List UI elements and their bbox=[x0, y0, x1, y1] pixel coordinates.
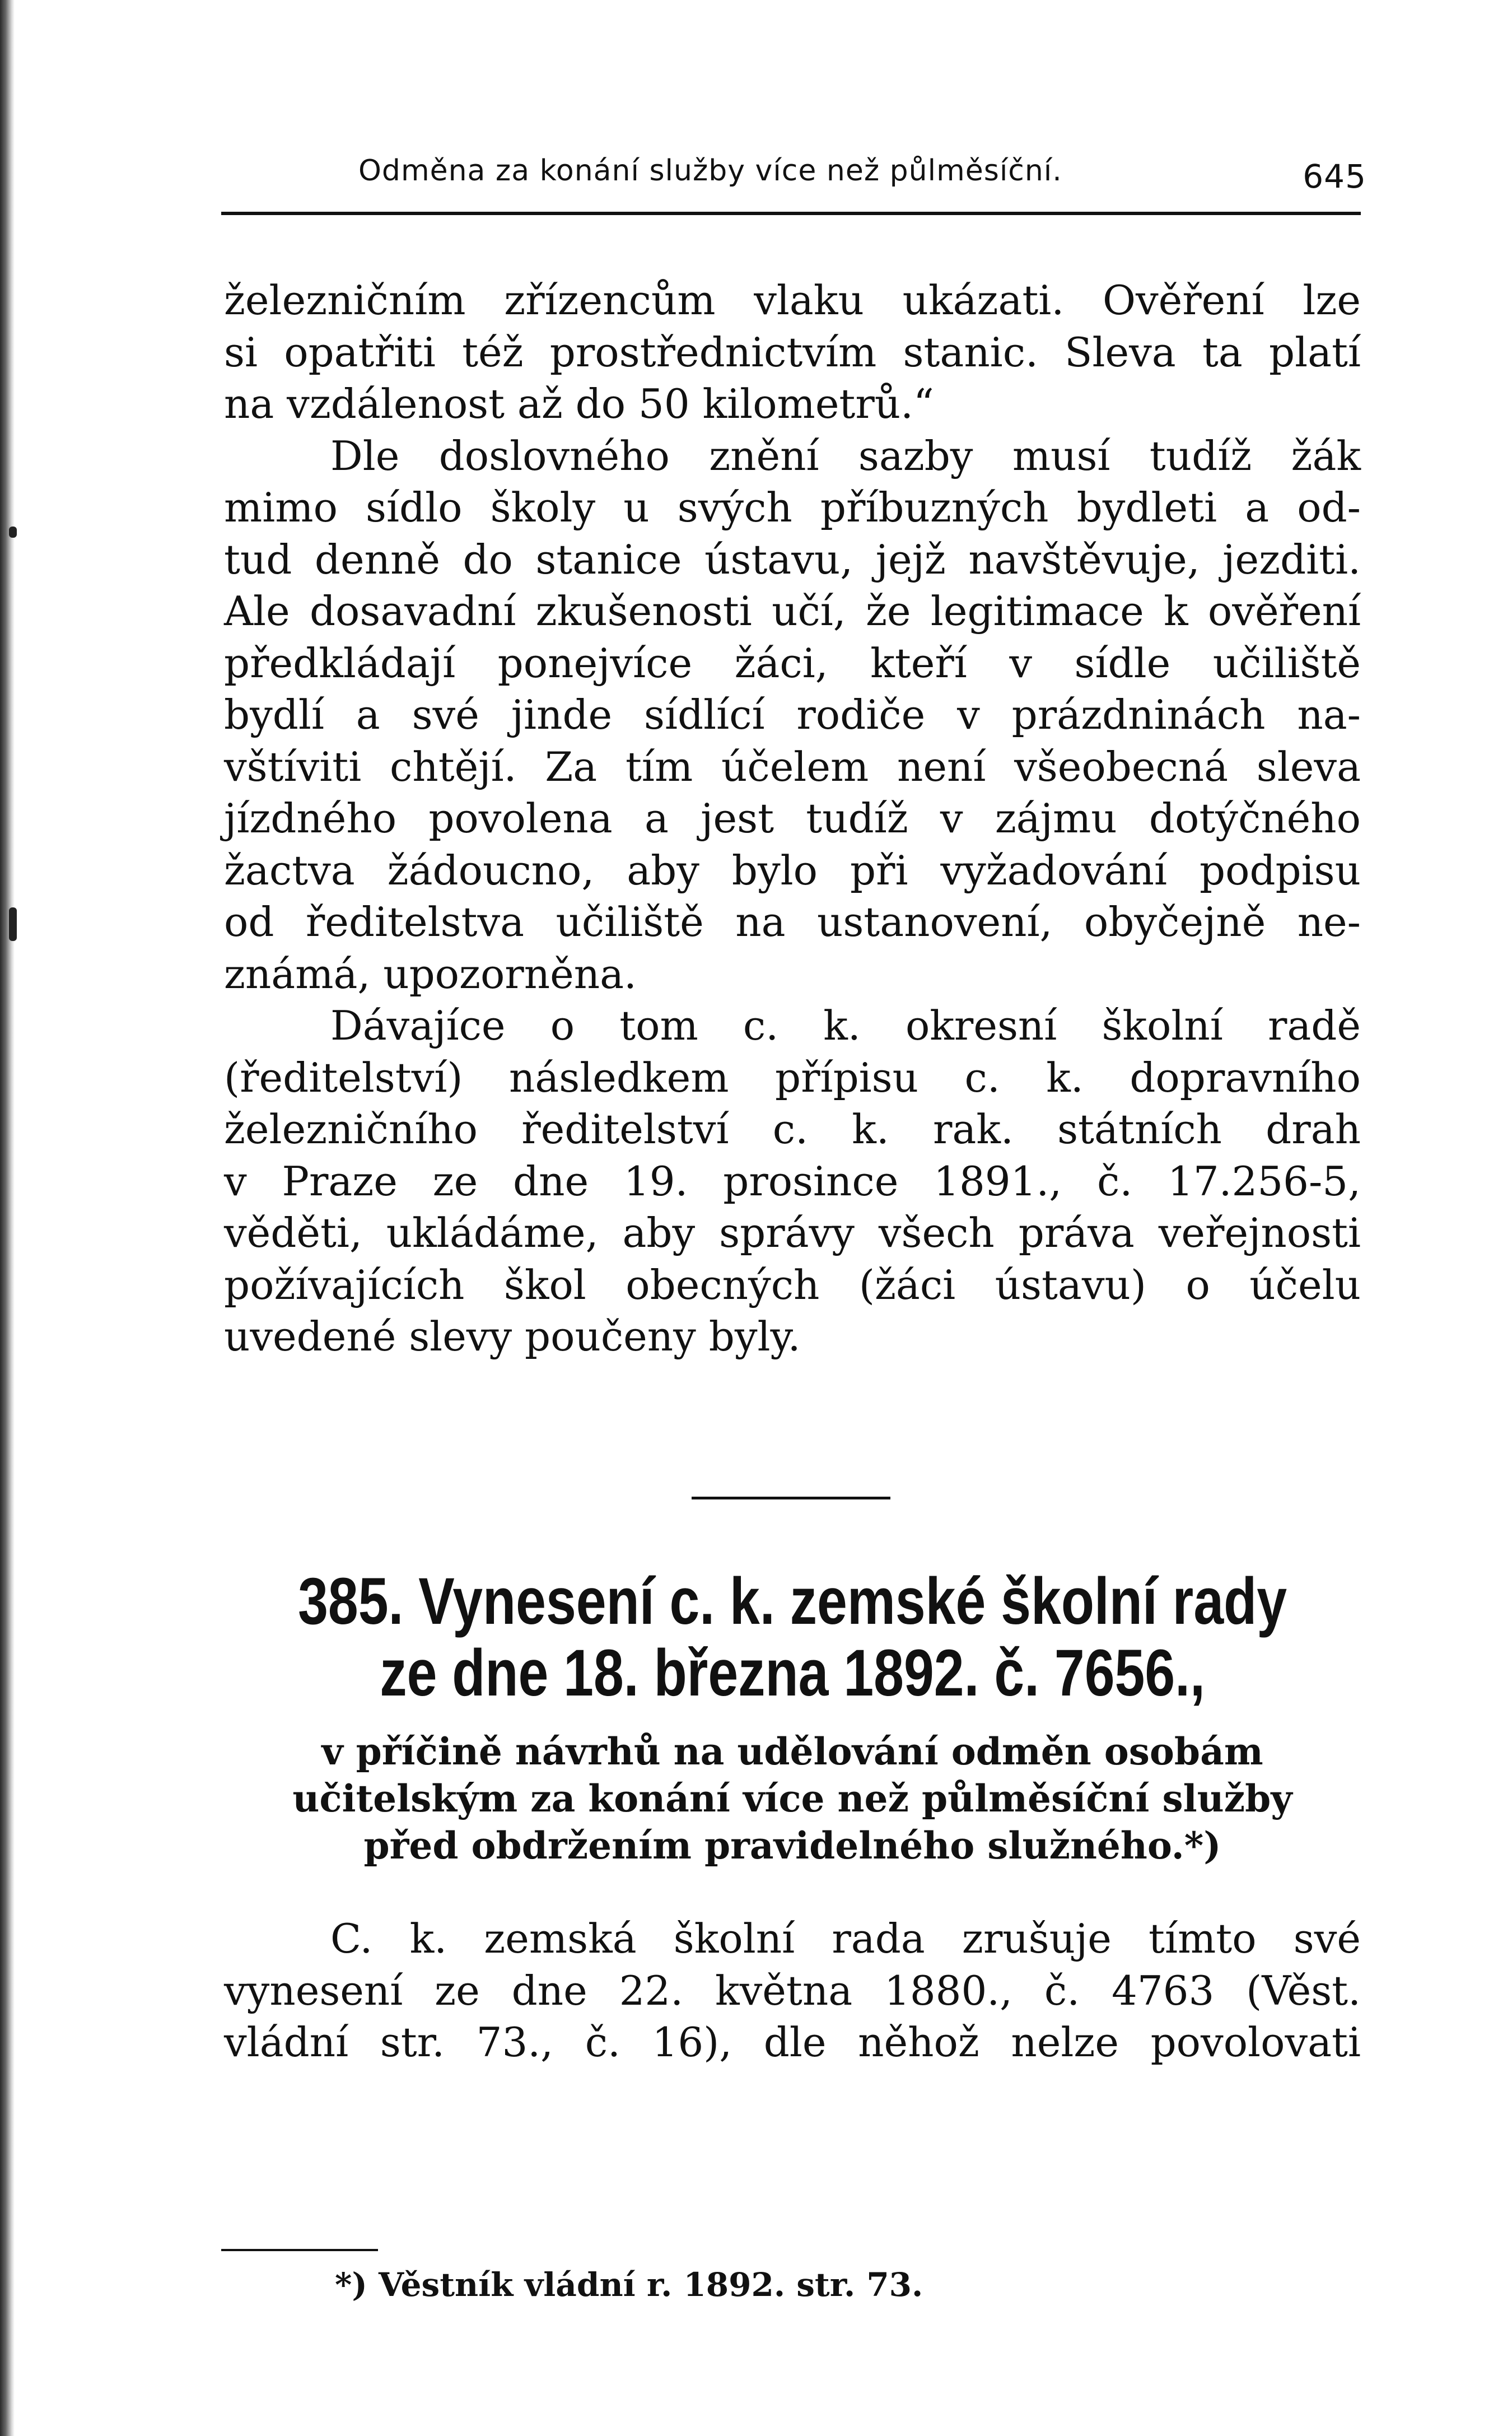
text-line: železničního ředitelství c. k. rak. státních drah bbox=[224, 1106, 1361, 1153]
text-line: vládní str. 73., č. 16), dle něhož nelze povolovati bbox=[224, 2019, 1361, 2066]
edge-mark bbox=[9, 907, 17, 941]
page-number: 645 bbox=[1303, 157, 1366, 195]
text-line: vštíviti chtějí. Za tím účelem není všeobecná sleva bbox=[224, 743, 1361, 790]
page-edge-shadow bbox=[0, 0, 15, 2436]
heading-line: ze dne 18. března 1892. č. 7656., bbox=[380, 1636, 1205, 1710]
paragraph-2 bbox=[224, 430, 1361, 1000]
header-rule bbox=[221, 212, 1361, 215]
text-line: žactva žádoucno, aby bylo při vyžadování podpisu bbox=[224, 846, 1361, 894]
text-line: požívajících škol obecných (žáci ústavu) o účelu bbox=[224, 1261, 1361, 1308]
text-line: Ale dosavadní zkušenosti učí, že legitimace k ověření bbox=[224, 588, 1361, 635]
paragraph-1 bbox=[224, 274, 1361, 430]
section-body bbox=[224, 1913, 1361, 2069]
text-line: vynesení ze dne 22. května 1880., č. 4763 (Věst. bbox=[224, 1967, 1361, 2014]
text-line: C. k. zemská školní rada zrušuje tímto své bbox=[330, 1915, 1361, 1962]
text-line: bydlí a své jinde sídlící rodiče v prázdninách na- bbox=[224, 691, 1361, 738]
text-line: na vzdálenost až do 50 kilometrů.“ bbox=[224, 380, 934, 427]
text-line: věděti, ukládáme, aby správy všech práva veřejnosti bbox=[224, 1209, 1361, 1256]
paragraph-3 bbox=[224, 1000, 1361, 1363]
text-line: jízdného povolena a jest tudíž v zájmu dotýčného bbox=[224, 795, 1361, 842]
running-title: Odměna za konání služby více než půlměsíční. bbox=[358, 154, 1062, 188]
section-heading bbox=[221, 1564, 1287, 1710]
heading-line: 385. Vynesení c. k. zemské školní rady bbox=[298, 1564, 1287, 1638]
text-line: od ředitelstva učiliště na ustanovení, obyčejně ne- bbox=[224, 898, 1361, 945]
footnote-rule bbox=[221, 2249, 378, 2251]
subheading-line: učitelským za konání více než půlměsíční služby bbox=[292, 1777, 1292, 1820]
subheading-line: před obdržením pravidelného služného.*) bbox=[363, 1824, 1221, 1867]
subheading-line: v příčině návrhů na udělování odměn osobám bbox=[321, 1730, 1263, 1773]
text-line: tud denně do stanice ústavu, jejž navštěvuje, jezditi. bbox=[224, 535, 1361, 583]
running-header bbox=[358, 154, 1366, 199]
footnote: *) Věstník vládní r. 1892. str. 73. bbox=[335, 2266, 923, 2304]
section-subheading bbox=[221, 1728, 1364, 1869]
text-line: Dávajíce o tom c. k. okresní školní radě bbox=[330, 1002, 1361, 1049]
text-line: Dle doslovného znění sazby musí tudíž žák bbox=[330, 432, 1361, 479]
text-line: mimo sídlo školy u svých příbuzných bydleti a od- bbox=[224, 484, 1361, 531]
section-divider bbox=[692, 1497, 890, 1499]
text-line: v Praze ze dne 19. prosince 1891., č. 17.256-5, bbox=[224, 1157, 1361, 1205]
text-line: uvedené slevy poučeny byly. bbox=[224, 1313, 801, 1360]
text-line: si opatřiti též prostřednictvím stanic. Sleva ta platí bbox=[224, 328, 1361, 376]
edge-mark bbox=[9, 527, 17, 538]
text-line: (ředitelství) následkem přípisu c. k. dopravního bbox=[224, 1054, 1361, 1101]
text-line: železničním zřízencům vlaku ukázati. Ověření lze bbox=[224, 277, 1361, 324]
text-line: předkládají ponejvíce žáci, kteří v sídle učiliště bbox=[224, 639, 1361, 687]
text-line: známá, upozorněna. bbox=[224, 950, 637, 998]
